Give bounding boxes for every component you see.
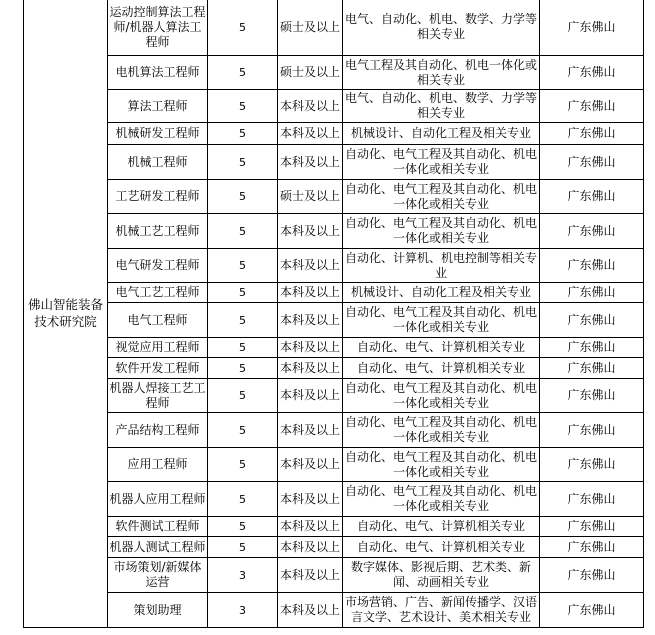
headcount-cell: 5 (208, 448, 278, 482)
position-cell: 市场策划/新媒体运营 (108, 558, 208, 593)
position-cell: 运动控制算法工程师/机器人算法工程师 (108, 0, 208, 56)
table-row (24, 517, 644, 537)
table-row (24, 249, 644, 283)
headcount-cell: 5 (208, 482, 278, 517)
major-cell: 机械设计、自动化工程及相关专业 (343, 123, 540, 145)
education-cell: 本科及以上 (278, 593, 343, 628)
education-cell: 本科及以上 (278, 249, 343, 283)
major-cell: 自动化、电气工程及其自动化、机电一体化或相关专业 (343, 482, 540, 517)
position-cell: 电机算法工程师 (108, 56, 208, 90)
table-row (24, 145, 644, 180)
location-cell: 广东佛山 (540, 283, 644, 303)
table-row (24, 214, 644, 249)
location-cell: 广东佛山 (540, 482, 644, 517)
major-cell: 数字媒体、影视后期、艺术类、新闻、动画相关专业 (343, 558, 540, 593)
table-row (24, 448, 644, 482)
education-cell: 硕士及以上 (278, 0, 343, 56)
table-row (24, 338, 644, 358)
major-cell: 自动化、电气工程及其自动化、机电一体化或相关专业 (343, 180, 540, 214)
education-cell: 本科及以上 (278, 358, 343, 379)
table-row (24, 180, 644, 214)
education-cell: 本科及以上 (278, 448, 343, 482)
major-cell: 自动化、电气工程及其自动化、机电一体化或相关专业 (343, 214, 540, 249)
education-cell: 本科及以上 (278, 558, 343, 593)
major-cell: 机械设计、自动化工程及相关专业 (343, 283, 540, 303)
major-cell: 自动化、电气工程及其自动化、机电一体化或相关专业 (343, 379, 540, 413)
education-cell: 本科及以上 (278, 145, 343, 180)
table-row (24, 90, 644, 123)
table-row (24, 0, 644, 56)
position-cell: 工艺研发工程师 (108, 180, 208, 214)
education-cell: 本科及以上 (278, 123, 343, 145)
location-cell: 广东佛山 (540, 249, 644, 283)
education-cell: 本科及以上 (278, 413, 343, 448)
education-cell: 本科及以上 (278, 303, 343, 338)
headcount-cell: 5 (208, 56, 278, 90)
position-cell: 策划助理 (108, 593, 208, 628)
location-cell: 广东佛山 (540, 517, 644, 537)
table-row (24, 537, 644, 558)
major-cell: 自动化、电气工程及其自动化、机电一体化或相关专业 (343, 145, 540, 180)
table-row (24, 558, 644, 593)
major-cell: 自动化、电气工程及其自动化、机电一体化或相关专业 (343, 413, 540, 448)
location-cell: 广东佛山 (540, 123, 644, 145)
position-cell: 算法工程师 (108, 90, 208, 123)
table-row (24, 358, 644, 379)
major-cell: 电气、自动化、机电、数学、力学等相关专业 (343, 0, 540, 56)
education-cell: 本科及以上 (278, 379, 343, 413)
position-cell: 机械研发工程师 (108, 123, 208, 145)
location-cell: 广东佛山 (540, 303, 644, 338)
position-cell: 电气工程师 (108, 303, 208, 338)
headcount-cell: 3 (208, 593, 278, 628)
education-cell: 本科及以上 (278, 517, 343, 537)
position-cell: 机器人焊接工艺工程师 (108, 379, 208, 413)
headcount-cell: 5 (208, 358, 278, 379)
location-cell: 广东佛山 (540, 180, 644, 214)
headcount-cell: 5 (208, 303, 278, 338)
table-row (24, 413, 644, 448)
education-cell: 本科及以上 (278, 537, 343, 558)
headcount-cell: 5 (208, 338, 278, 358)
major-cell: 市场营销、广告、新闻传播学、汉语言文学、艺术设计、美术相关专业 (343, 593, 540, 628)
position-cell: 机器人应用工程师 (108, 482, 208, 517)
major-cell: 自动化、电气、计算机相关专业 (343, 537, 540, 558)
location-cell: 广东佛山 (540, 558, 644, 593)
headcount-cell: 5 (208, 0, 278, 56)
education-cell: 本科及以上 (278, 90, 343, 123)
position-cell: 机器人测试工程师 (108, 537, 208, 558)
education-cell: 硕士及以上 (278, 180, 343, 214)
major-cell: 自动化、电气、计算机相关专业 (343, 517, 540, 537)
headcount-cell: 5 (208, 145, 278, 180)
headcount-cell: 5 (208, 123, 278, 145)
major-cell: 自动化、电气工程及其自动化、机电一体化或相关专业 (343, 303, 540, 338)
headcount-cell: 5 (208, 90, 278, 123)
education-cell: 本科及以上 (278, 214, 343, 249)
headcount-cell: 5 (208, 214, 278, 249)
table-row (24, 123, 644, 145)
location-cell: 广东佛山 (540, 537, 644, 558)
major-cell: 电气、自动化、机电、数学、力学等相关专业 (343, 90, 540, 123)
education-cell: 本科及以上 (278, 283, 343, 303)
headcount-cell: 5 (208, 283, 278, 303)
major-cell: 电气工程及其自动化、机电一体化或相关专业 (343, 56, 540, 90)
table-row (24, 303, 644, 338)
location-cell: 广东佛山 (540, 593, 644, 628)
major-cell: 自动化、电气、计算机相关专业 (343, 338, 540, 358)
headcount-cell: 5 (208, 517, 278, 537)
headcount-cell: 5 (208, 379, 278, 413)
table-row (24, 56, 644, 90)
major-cell: 自动化、电气、计算机相关专业 (343, 358, 540, 379)
headcount-cell: 5 (208, 249, 278, 283)
table-row (24, 283, 644, 303)
headcount-cell: 3 (208, 558, 278, 593)
recruitment-table (23, 0, 644, 628)
location-cell: 广东佛山 (540, 379, 644, 413)
education-cell: 硕士及以上 (278, 56, 343, 90)
education-cell: 本科及以上 (278, 338, 343, 358)
headcount-cell: 5 (208, 180, 278, 214)
organization-cell: 佛山智能装备技术研究院 (24, 0, 108, 628)
major-cell: 自动化、计算机、机电控制等相关专业 (343, 249, 540, 283)
position-cell: 机械工程师 (108, 145, 208, 180)
location-cell: 广东佛山 (540, 214, 644, 249)
location-cell: 广东佛山 (540, 0, 644, 56)
position-cell: 软件开发工程师 (108, 358, 208, 379)
position-cell: 软件测试工程师 (108, 517, 208, 537)
location-cell: 广东佛山 (540, 145, 644, 180)
major-cell: 自动化、电气工程及其自动化、机电一体化或相关专业 (343, 448, 540, 482)
table-row (24, 593, 644, 628)
location-cell: 广东佛山 (540, 56, 644, 90)
position-cell: 应用工程师 (108, 448, 208, 482)
position-cell: 电气研发工程师 (108, 249, 208, 283)
location-cell: 广东佛山 (540, 413, 644, 448)
location-cell: 广东佛山 (540, 448, 644, 482)
location-cell: 广东佛山 (540, 90, 644, 123)
position-cell: 视觉应用工程师 (108, 338, 208, 358)
position-cell: 机械工艺工程师 (108, 214, 208, 249)
position-cell: 电气工艺工程师 (108, 283, 208, 303)
headcount-cell: 5 (208, 413, 278, 448)
table-row (24, 482, 644, 517)
education-cell: 本科及以上 (278, 482, 343, 517)
position-cell: 产品结构工程师 (108, 413, 208, 448)
location-cell: 广东佛山 (540, 338, 644, 358)
headcount-cell: 5 (208, 537, 278, 558)
table-row (24, 379, 644, 413)
location-cell: 广东佛山 (540, 358, 644, 379)
